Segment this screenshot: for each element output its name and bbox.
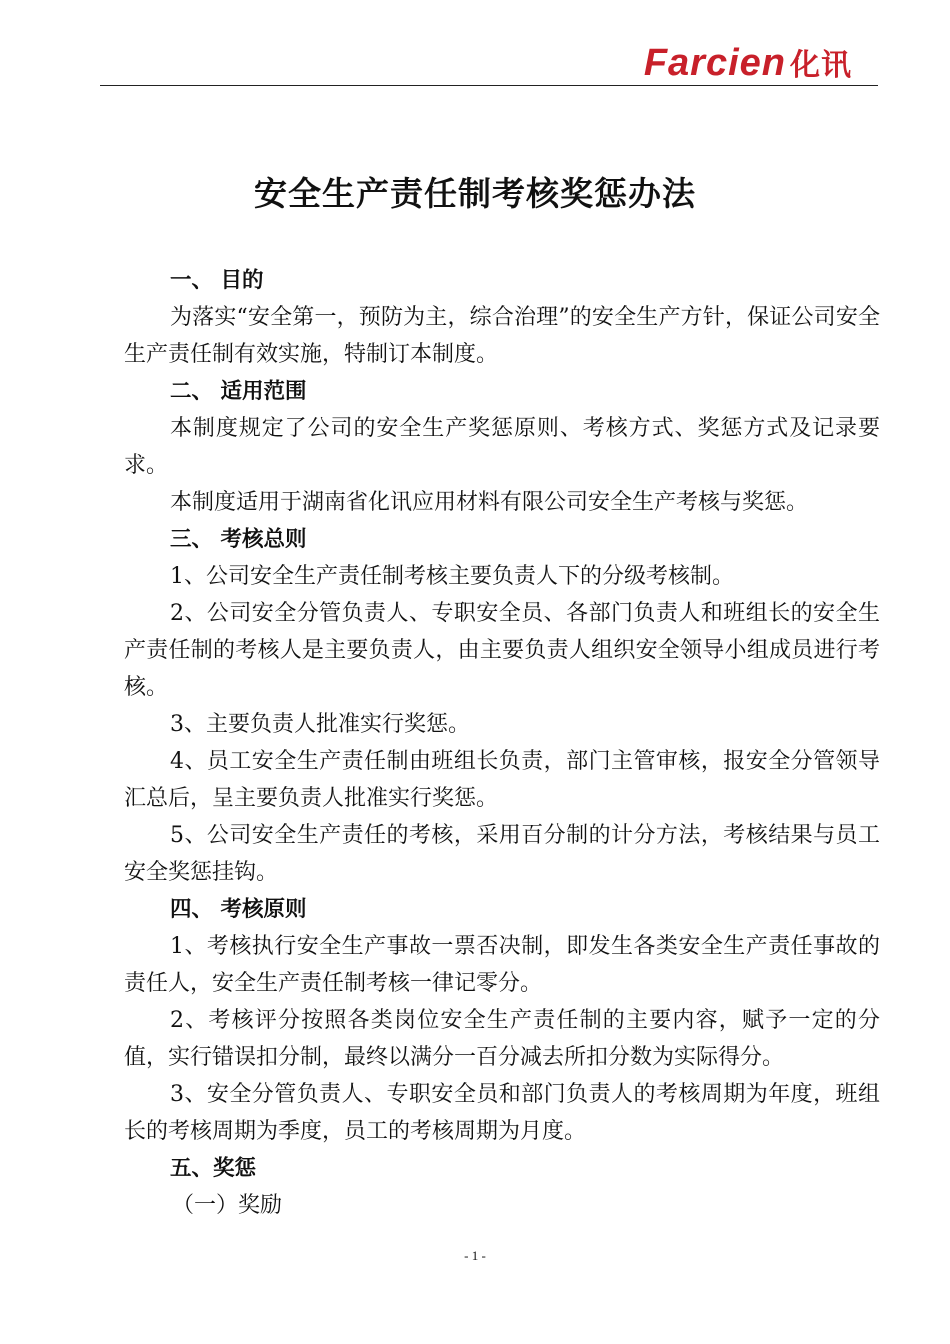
section-heading-purpose: 一、 目的: [170, 268, 264, 293]
company-logo: [644, 44, 852, 82]
paragraph: 本制度规定了公司的安全生产奖惩原则、考核方式、奖惩方式及记录要求。: [124, 416, 880, 478]
logo-chinese-text: 化讯: [790, 49, 852, 82]
section-heading-principles: 四、 考核原则: [170, 897, 307, 922]
document-title: 安全生产责任制考核奖惩办法: [254, 174, 696, 213]
paragraph: 3、安全分管负责人、专职安全员和部门负责人的考核周期为年度，班组长的考核周期为季度，员工的考核周期为月度。: [124, 1082, 880, 1144]
section-heading-scope: 二、 适用范围: [170, 379, 307, 404]
paragraph: 2、考核评分按照各类岗位安全生产责任制的主要内容，赋予一定的分值，实行错误扣分制，最终以满分一百分减去所扣分数为实际得分。: [124, 1008, 880, 1070]
page-number: - 1 -: [464, 1248, 486, 1263]
paragraph: 2、公司安全分管负责人、专职安全员、各部门负责人和班组长的安全生产责任制的考核人是主要负责人，由主要负责人组织安全领导小组成员进行考核。: [124, 601, 880, 700]
paragraph: 5、公司安全生产责任的考核，采用百分制的计分方法，考核结果与员工安全奖惩挂钩。: [124, 823, 880, 885]
document-body: [124, 262, 880, 1224]
section-heading-rewards: 五、奖惩: [170, 1156, 257, 1181]
subsection-heading-rewards: （一）奖励: [172, 1193, 283, 1218]
paragraph: 本制度适用于湖南省化讯应用材料有限公司安全生产考核与奖惩。: [170, 490, 809, 515]
logo-text: Farcien: [643, 42, 786, 84]
header-divider: [100, 85, 878, 86]
paragraph: 1、公司安全生产责任制考核主要负责人下的分级考核制。: [170, 564, 734, 589]
paragraph: 1、考核执行安全生产事故一票否决制，即发生各类安全生产责任事故的责任人，安全生产责任制考核一律记零分。: [124, 934, 880, 996]
paragraph: 为落实“安全第一，预防为主，综合治理”的安全生产方针，保证公司安全生产责任制有效实施，特制订本制度。: [124, 305, 880, 367]
paragraph: 3、主要负责人批准实行奖惩。: [170, 712, 470, 737]
section-heading-general: 三、 考核总则: [170, 527, 307, 552]
paragraph: 4、员工安全生产责任制由班组长负责，部门主管审核，报安全分管领导汇总后，呈主要负责人批准实行奖惩。: [124, 749, 880, 811]
